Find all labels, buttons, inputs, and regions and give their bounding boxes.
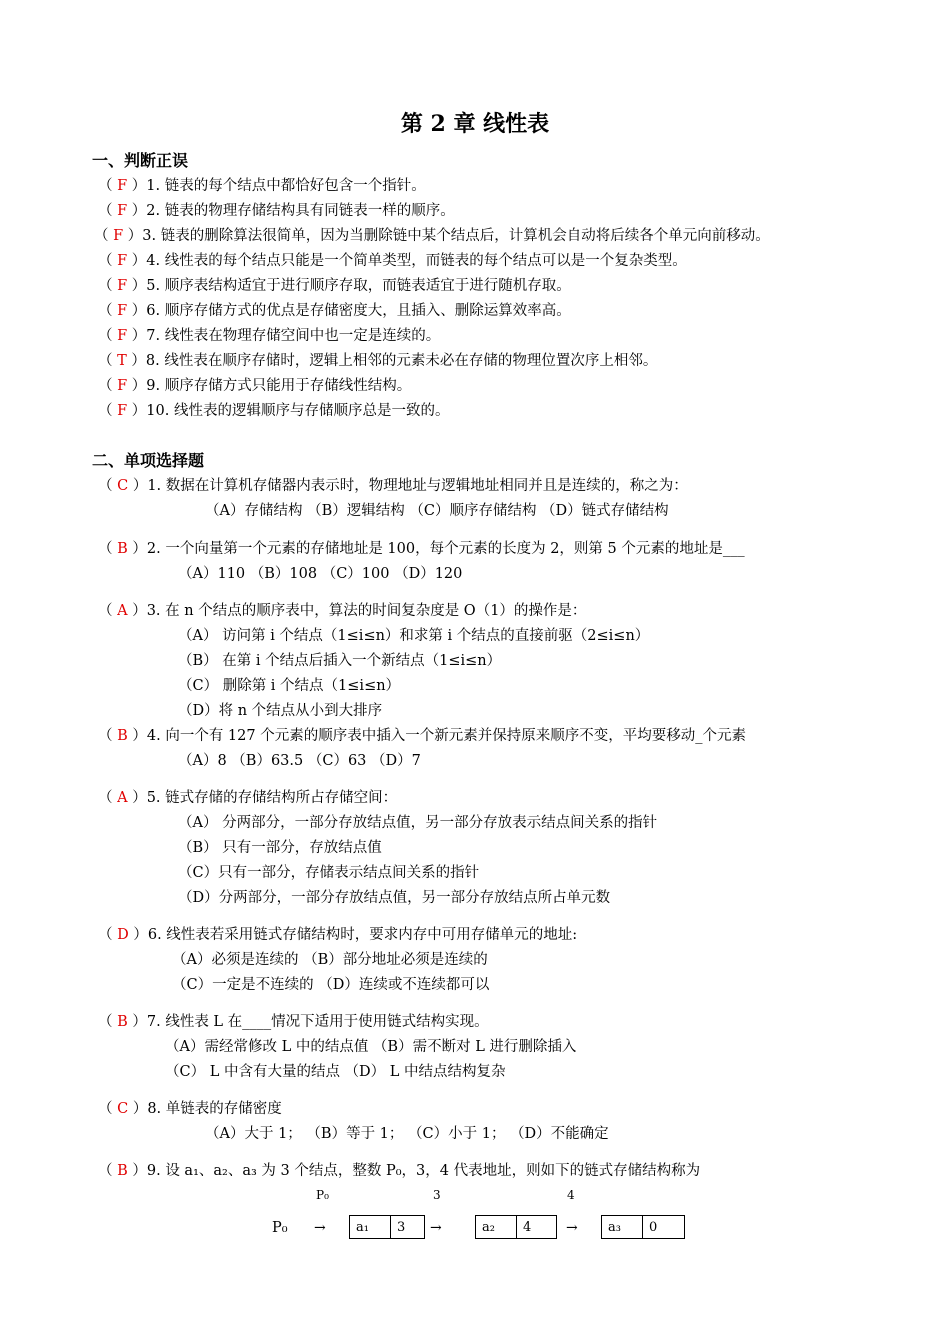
question-text: 1. 数据在计算机存储器内表示时，物理地址与逻辑地址相同并且是连续的，称之为：	[147, 478, 688, 494]
answer-paren-close: ）	[127, 790, 147, 806]
answer-mark: C	[117, 478, 129, 494]
answer-mark: A	[117, 603, 128, 619]
answer-paren-open: （	[98, 328, 118, 344]
answer-paren-close: ）	[123, 228, 143, 244]
node-next-field: 4	[516, 1216, 556, 1238]
answer-mark: F	[117, 178, 128, 194]
answer-paren-open: （	[98, 603, 118, 619]
answer-mark: F	[117, 303, 128, 319]
linked-list-node	[349, 1215, 425, 1239]
question-text: 线性表在物理存储空间中也一定是连续的。	[164, 328, 441, 344]
mc-question	[98, 539, 745, 559]
answer-paren-open: （	[94, 228, 114, 244]
mc-option: （A） 访问第 i 个结点（1≤i≤n）和求第 i 个结点的直接前驱（2≤i≤n）	[178, 628, 650, 644]
arrow-icon: →	[314, 1220, 326, 1236]
answer-paren-close: ）	[127, 203, 147, 219]
tf-question	[98, 376, 411, 396]
question-text: 线性表在顺序存储时，逻辑上相邻的元素未必在存储的物理位置次序上相邻。	[164, 353, 658, 369]
answer-mark: F	[117, 253, 128, 269]
answer-paren-open: （	[98, 790, 118, 806]
mc-question	[98, 601, 586, 621]
node-address-label: 3	[433, 1188, 441, 1202]
question-text: 4. 向一个有 127 个元素的顺序表中插入一个新元素并保持原来顺序不变，平均要移动_个元素	[146, 728, 746, 744]
question-text: 链表的每个结点中都恰好包含一个指针。	[164, 178, 426, 194]
mc-option: （C）一定是不连续的 （D）连续或不连续都可以	[172, 977, 490, 993]
question-text: 5. 链式存储的存储结构所占存储空间：	[146, 790, 398, 806]
mc-option: （A）需经常修改 L 中的结点值 （B）需不断对 L 进行删除插入	[165, 1039, 577, 1055]
question-text: 8. 单链表的存储密度	[147, 1101, 282, 1117]
answer-mark: D	[117, 927, 129, 943]
answer-paren-close: ）	[127, 253, 147, 269]
answer-paren-close: ）	[127, 1163, 147, 1179]
answer-mark: A	[117, 790, 128, 806]
answer-paren-close: ）	[127, 403, 147, 419]
question-number: 8.	[145, 353, 165, 369]
tf-question	[98, 276, 571, 296]
answer-paren-open: （	[98, 303, 118, 319]
mc-question	[98, 1099, 282, 1119]
answer-paren-close: ）	[127, 303, 147, 319]
question-number: 1.	[146, 178, 165, 194]
question-text: 3. 在 n 个结点的顺序表中，算法的时间复杂度是 O（1）的操作是：	[146, 603, 587, 619]
mc-question	[98, 476, 688, 496]
page-title: 第 2 章 线性表	[400, 111, 550, 137]
mc-question	[98, 788, 397, 808]
answer-paren-open: （	[98, 253, 118, 269]
node-next-field: 3	[390, 1216, 424, 1238]
arrow-icon: →	[566, 1220, 578, 1236]
question-text: 顺序表结构适宜于进行顺序存取，而链表适宜于进行随机存取。	[164, 278, 571, 294]
answer-paren-close: ）	[127, 603, 147, 619]
tf-question	[98, 251, 687, 271]
mc-option: （A）110 （B）108 （C）100 （D）120	[178, 566, 463, 582]
answer-paren-close: ）	[127, 1014, 147, 1030]
mc-question	[98, 1161, 700, 1181]
question-number: 2.	[146, 203, 165, 219]
answer-paren-open: （	[98, 541, 118, 557]
node-next-field: 0	[642, 1216, 684, 1238]
mc-question	[98, 726, 746, 746]
mc-option: （C） 删除第 i 个结点（1≤i≤n）	[178, 678, 401, 694]
question-text: 7. 线性表 L 在____情况下适用于使用链式结构实现。	[146, 1014, 489, 1030]
linked-list-node	[475, 1215, 557, 1239]
mc-option: （A）必须是连续的 （B）部分地址必须是连续的	[172, 952, 488, 968]
answer-mark: F	[117, 403, 128, 419]
mc-option: （A）8 （B）63.5 （C）63 （D）7	[178, 753, 421, 769]
answer-paren-close: ）	[126, 353, 146, 369]
answer-mark: B	[117, 1163, 128, 1179]
question-number: 4.	[146, 253, 165, 269]
tf-question	[98, 401, 449, 421]
answer-paren-close: ）	[127, 278, 147, 294]
answer-paren-open: （	[98, 927, 118, 943]
head-pointer-label: P₀	[272, 1220, 288, 1236]
mc-question	[98, 1012, 489, 1032]
mc-option: （A）存储结构 （B）逻辑结构 （C）顺序存储结构 （D）链式存储结构	[205, 503, 669, 519]
answer-paren-open: （	[98, 478, 118, 494]
mc-option: （D）分两部分，一部分存放结点值，另一部分存放结点所占单元数	[178, 890, 611, 906]
answer-paren-open: （	[98, 353, 118, 369]
question-text: 6. 线性表若采用链式存储结构时，要求内存中可用存储单元的地址:	[147, 927, 578, 943]
answer-paren-open: （	[98, 1014, 118, 1030]
mc-option: （B） 只有一部分，存放结点值	[178, 840, 382, 856]
answer-paren-open: （	[98, 728, 118, 744]
section-heading-true-false: 一、判断正误	[92, 151, 189, 170]
mc-question	[98, 925, 577, 945]
answer-mark: T	[117, 353, 127, 369]
answer-mark: B	[117, 1014, 128, 1030]
answer-mark: F	[117, 203, 128, 219]
answer-paren-close: ）	[127, 378, 147, 394]
question-number: 9.	[146, 378, 165, 394]
answer-paren-open: （	[98, 1163, 118, 1179]
section-heading-multiple-choice: 二、单项选择题	[92, 451, 205, 470]
question-text: 2. 一个向量第一个元素的存储地址是 100，每个元素的长度为 2，则第 5 个元素的地址是___	[146, 541, 745, 557]
arrow-icon: →	[430, 1220, 442, 1236]
node-address-label: 4	[567, 1188, 575, 1202]
mc-option: （A）大于 1； （B）等于 1； （C）小于 1； （D）不能确定	[205, 1126, 609, 1142]
answer-mark: F	[117, 278, 128, 294]
node-data-field: a₃	[608, 1219, 621, 1235]
answer-mark: F	[117, 378, 128, 394]
tf-question	[98, 351, 657, 371]
tf-question	[98, 176, 426, 196]
mc-option: （A） 分两部分，一部分存放结点值，另一部分存放表示结点间关系的指针	[178, 815, 658, 831]
question-number: 6.	[146, 303, 165, 319]
mc-option: （C）只有一部分，存储表示结点间关系的指针	[178, 865, 480, 881]
answer-mark: F	[113, 228, 124, 244]
question-text: 线性表的逻辑顺序与存储顺序总是一致的。	[173, 403, 450, 419]
question-number: 10.	[146, 403, 174, 419]
linked-list-node	[601, 1215, 685, 1239]
answer-paren-close: ）	[128, 927, 148, 943]
node-data-field: a₁	[356, 1219, 369, 1235]
answer-paren-close: ）	[128, 478, 148, 494]
answer-mark: B	[117, 728, 128, 744]
answer-paren-close: ）	[127, 728, 147, 744]
mc-option: （D）将 n 个结点从小到大排序	[178, 703, 383, 719]
question-number: 5.	[146, 278, 165, 294]
question-text: 9. 设 a₁、a₂、a₃ 为 3 个结点，整数 P₀，3，4 代表地址，则如下的链式存储结构称为	[146, 1163, 701, 1179]
node-data-field: a₂	[482, 1219, 495, 1235]
answer-paren-open: （	[98, 278, 118, 294]
answer-paren-close: ）	[128, 1101, 148, 1117]
mc-option: （B） 在第 i 个结点后插入一个新结点（1≤i≤n）	[178, 653, 502, 669]
answer-paren-open: （	[98, 1101, 118, 1117]
question-text: 顺序存储方式的优点是存储密度大，且插入、删除运算效率高。	[164, 303, 571, 319]
question-text: 链表的物理存储结构具有同链表一样的顺序。	[164, 203, 455, 219]
answer-paren-close: ）	[127, 541, 147, 557]
answer-paren-open: （	[98, 178, 118, 194]
answer-mark: F	[117, 328, 128, 344]
tf-question	[94, 226, 770, 246]
question-text: 顺序存储方式只能用于存储线性结构。	[164, 378, 412, 394]
tf-question	[98, 301, 571, 321]
mc-option: （C） L 中含有大量的结点 （D） L 中结点结构复杂	[165, 1064, 506, 1080]
question-number: 7.	[146, 328, 165, 344]
node-address-label: P₀	[316, 1188, 329, 1202]
answer-paren-open: （	[98, 378, 118, 394]
answer-paren-close: ）	[127, 328, 147, 344]
tf-question	[98, 201, 455, 221]
tf-question	[98, 326, 440, 346]
answer-paren-close: ）	[127, 178, 147, 194]
question-text: 线性表的每个结点只能是一个简单类型，而链表的每个结点可以是一个复杂类型。	[164, 253, 687, 269]
question-text: 链表的删除算法很简单，因为当删除链中某个结点后，计算机会自动将后续各个单元向前移动。	[160, 228, 770, 244]
answer-paren-open: （	[98, 203, 118, 219]
answer-paren-open: （	[98, 403, 118, 419]
answer-mark: B	[117, 541, 128, 557]
answer-mark: C	[117, 1101, 129, 1117]
question-number: 3.	[142, 228, 161, 244]
